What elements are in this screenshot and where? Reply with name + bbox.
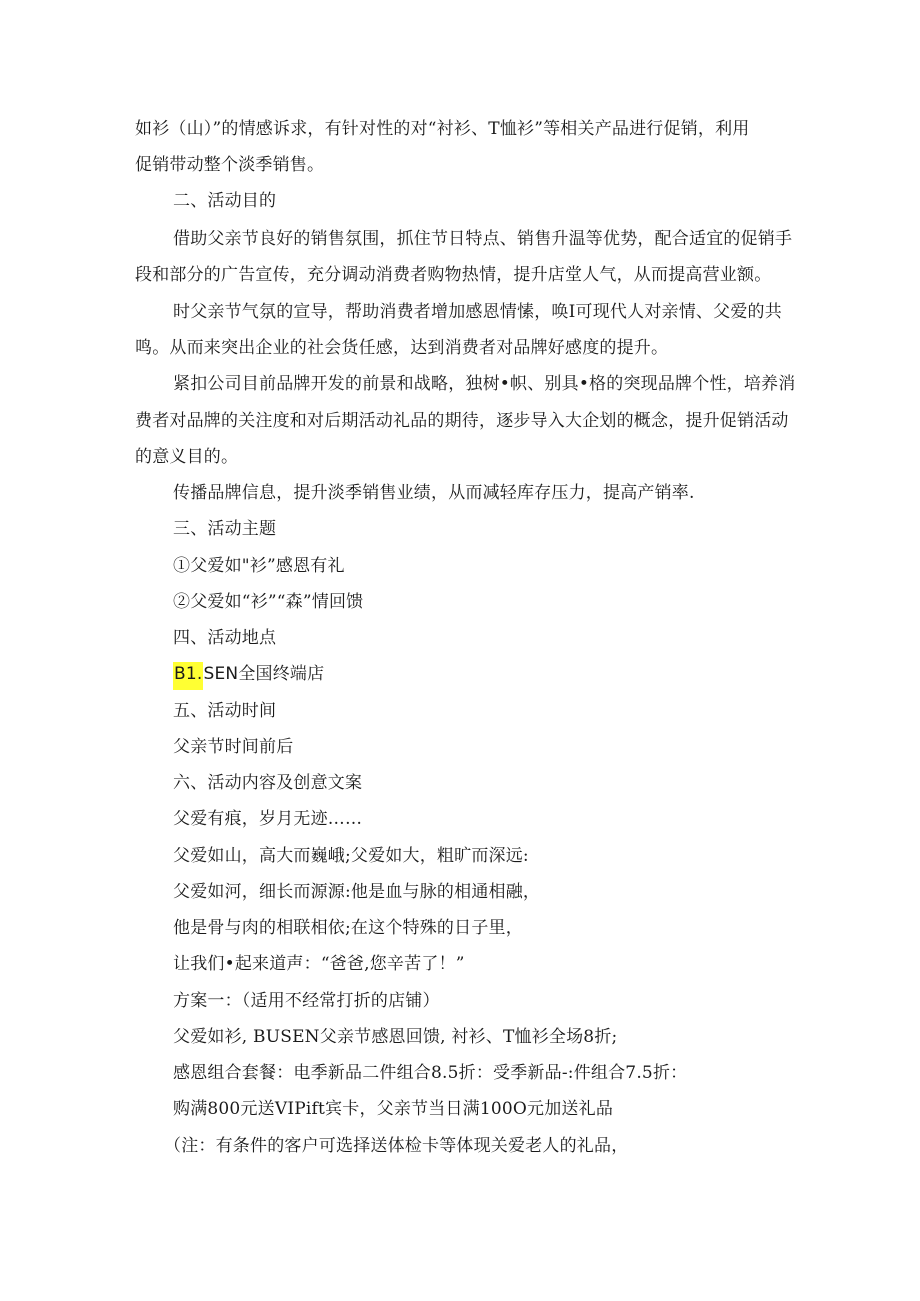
poem-line: 父爱如河，细长而源源:他是血与脉的相通相融， bbox=[173, 882, 541, 902]
highlighted-text: B1. bbox=[173, 662, 203, 690]
theme-item: ①父爱如"衫”感恩有礼 bbox=[173, 556, 345, 576]
theme-item: ②父爱如“衫”“森”情回馈 bbox=[173, 592, 364, 612]
paragraph-line: 借助父亲节良好的销售氛围，抓住节日特点、销售升温等优势，配合适宜的促销手 bbox=[173, 229, 793, 249]
poem-line: 让我们•起来道声：“爸爸,您辛苦了！” bbox=[173, 954, 465, 974]
location-text: SEN全国终端店 bbox=[203, 664, 325, 684]
paragraph-line: 如衫（山）”的情感诉求，有针对性的对“衬衫、T恤衫”等相关产品进行促销，利用 bbox=[135, 119, 750, 139]
location-line bbox=[173, 663, 324, 685]
paragraph-line: 父爱如衫, BUSEN父亲节感恩回馈, 衬衫、T恤衫全场8折; bbox=[173, 1027, 618, 1047]
paragraph-line: 购满800元送VIPift宾卡，父亲节当日满100O元加送礼品 bbox=[173, 1099, 614, 1119]
paragraph-line: 紧扣公司目前品牌开发的前景和战略，独树•帜、别具•格的突现品牌个性，培养消 bbox=[173, 374, 796, 394]
note-line: （注：有条件的客户可选择送体检卡等体现关爱老人的礼品， bbox=[164, 1136, 629, 1156]
paragraph-line: 促销带动整个淡季销售。 bbox=[135, 155, 325, 175]
poem-line: 父爱如山，高大而巍峨;父爱如大，粗旷而深远: bbox=[173, 846, 529, 866]
section-heading: 三、活动主题 bbox=[173, 519, 277, 539]
paragraph-line: 父亲节时间前后 bbox=[173, 737, 294, 757]
poem-line: 他是骨与肉的相联相依;在这个特殊的日子里， bbox=[173, 918, 523, 938]
paragraph-line: 费者对品牌的关注度和对后期活动礼品的期待，逐步导入大企划的概念，提升促销活动 bbox=[135, 411, 789, 431]
paragraph-line: 段和部分的广告宣传，充分调动消费者购物热情，提升店堂人气，从而提高营业额。 bbox=[135, 265, 772, 285]
poem-line: 父爱有痕，岁月无迹…… bbox=[173, 809, 363, 829]
paragraph-line: 传播品牌信息，提升淡季销售业绩，从而减轻库存压力，提高产销率. bbox=[173, 483, 695, 503]
section-heading: 二、活动目的 bbox=[173, 191, 277, 211]
paragraph-line: 的意义目的。 bbox=[135, 447, 239, 467]
paragraph-line: 鸣。从而来突出企业的社会货任感，达到消费者对品牌好感度的提升。 bbox=[135, 338, 669, 358]
plan-heading: 方案一：（适用不经常打折的店铺） bbox=[173, 991, 440, 1011]
paragraph-line: 感恩组合套餐：电季新品二件组合8.5折：受季新品-:件组合7.5折： bbox=[173, 1063, 688, 1083]
section-heading: 六、活动内容及创意文案 bbox=[173, 773, 363, 793]
section-heading: 五、活动时间 bbox=[173, 701, 277, 721]
section-heading: 四、活动地点 bbox=[173, 628, 277, 648]
paragraph-line: 时父亲节气氛的宣导，帮助消费者增加感恩情愫，唤I可现代人对亲情、父爱的共 bbox=[173, 302, 782, 322]
